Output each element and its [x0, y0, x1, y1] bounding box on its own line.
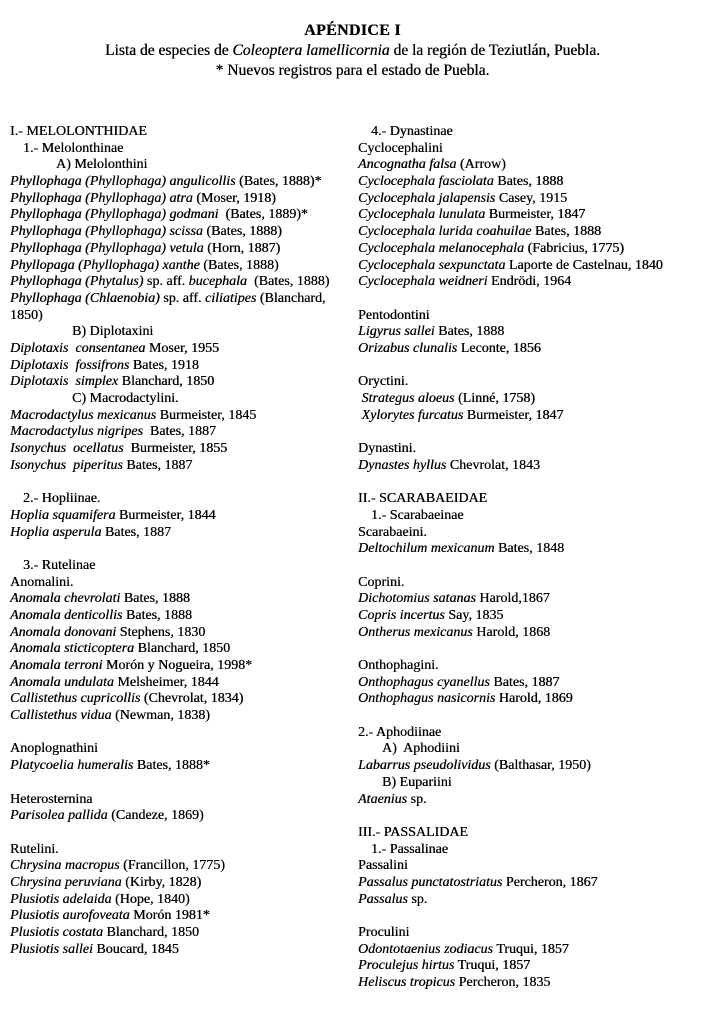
plain-text: A) Aphodiini — [382, 741, 460, 757]
taxon-name: Plusiotis aurofoveata — [10, 908, 130, 924]
line-tribe — [10, 741, 358, 758]
line-species — [10, 408, 358, 425]
line-blank — [358, 424, 705, 441]
taxon-name: Ligyrus sallei — [358, 324, 435, 340]
taxon-name: ciliatipes — [204, 290, 257, 306]
plain-text: Bates, 1888* — [133, 758, 210, 774]
taxon-name: Diplotaxis consentanea — [10, 340, 146, 356]
line-species — [358, 625, 705, 642]
plain-text: Moser, 1955 — [145, 340, 220, 356]
taxon-name: Labarrus pseudolividus — [358, 758, 491, 774]
line-species — [358, 458, 705, 475]
plain-text: (Bates, 1888) — [202, 224, 282, 240]
plain-text: Casey, 1915 — [495, 190, 568, 206]
taxon-name: Chrysina peruviana — [10, 874, 122, 890]
plain-text: (Kirby, 1828) — [121, 874, 202, 890]
title-block — [0, 0, 705, 81]
line-blank — [10, 474, 358, 491]
line-species — [10, 458, 358, 475]
line-tribe — [10, 575, 358, 592]
line-species — [10, 424, 358, 441]
plain-text: 1.- Scarabaeinae — [371, 507, 464, 523]
plain-text: (Bates, 1889)* — [218, 207, 308, 223]
plain-text: (Hope, 1840) — [111, 891, 190, 907]
line-subfamily — [10, 558, 358, 575]
taxon-name: Anomala undulata — [10, 674, 114, 690]
line-blank — [10, 775, 358, 792]
plain-text: 3.- Rutelinae — [23, 557, 96, 573]
plain-text: Bates, 1888 — [120, 591, 190, 607]
line-species — [10, 608, 358, 625]
taxon-name: Isonychus ocellatus — [10, 441, 124, 457]
line-species — [358, 391, 705, 408]
plain-text: (Candeze, 1869) — [107, 808, 204, 824]
taxon-name: Phyllophaga (Phyllophaga) godmani — [10, 207, 219, 223]
line-tribe — [358, 925, 705, 942]
taxon-name: Anomala terroni — [10, 658, 103, 673]
line-tribe — [358, 525, 705, 542]
taxon-name: Chrysina macropus — [10, 858, 120, 874]
plain-text: Onthophagini. — [358, 658, 439, 673]
line-continuation — [10, 308, 358, 325]
line-blank — [10, 541, 358, 558]
taxon-name: Cyclocephala sexpunctata — [358, 257, 506, 273]
taxon-name: Callistethus vidua — [10, 708, 112, 724]
plain-text: Truqui, 1857 — [492, 941, 569, 957]
line-species — [10, 358, 358, 375]
line-tribe — [10, 157, 358, 174]
line-species — [10, 374, 358, 391]
taxon-name: Phyllophaga (Chlaenobia) — [10, 290, 160, 306]
line-species — [10, 191, 358, 208]
line-tribe — [358, 441, 705, 458]
taxon-name: Copris incertus — [358, 607, 445, 623]
line-subfamily — [358, 842, 705, 859]
line-species — [358, 875, 705, 892]
plain-text: (Francillon, 1775) — [119, 858, 225, 874]
line-species — [10, 892, 358, 909]
line-species — [10, 525, 358, 542]
line-tribe — [358, 775, 705, 792]
line-species — [10, 274, 358, 291]
plain-text: Bates, 1888 — [531, 224, 602, 240]
plain-text: Blanchard, 1850 — [134, 641, 231, 657]
plain-text: B) Eupariini — [382, 774, 452, 790]
line-blank — [358, 908, 705, 925]
plain-text: Scarabaeini. — [358, 524, 427, 540]
line-species — [358, 224, 705, 241]
line-tribe — [358, 141, 705, 158]
taxon-name: Plusiotis costata — [10, 925, 103, 940]
plain-text: Burmeister, 1847 — [463, 407, 564, 423]
new-records-note: * Nuevos registros para el estado de Puebla. — [215, 62, 490, 79]
line-species — [358, 408, 705, 425]
plain-text: Passalini — [358, 858, 408, 874]
plain-text: Rutelini. — [10, 841, 59, 857]
taxon-name: Phyllophaga (Phyllophaga) atra — [10, 190, 193, 206]
line-species — [358, 541, 705, 558]
plain-text: (Blanchard, — [256, 290, 326, 306]
taxon-name: Dynastes hyllus — [358, 457, 447, 473]
plain-text: Bates, 1888 — [493, 174, 564, 190]
line-subfamily — [358, 725, 705, 742]
plain-text: Blanchard, 1850 — [118, 374, 215, 390]
line-tribe — [358, 575, 705, 592]
line-species — [10, 908, 358, 925]
taxon-name: Cyclocephala melanocephala — [358, 240, 525, 256]
plain-text: Pentodontini — [358, 307, 430, 323]
plain-text: Bates, 1888 — [434, 324, 505, 340]
taxon-name: Plusiotis adelaida — [10, 891, 112, 907]
line-species — [10, 658, 358, 675]
plain-text: Stephens, 1830 — [116, 624, 206, 640]
line-species — [358, 157, 705, 174]
line-species — [358, 675, 705, 692]
plain-text: III.- PASSALIDAE — [358, 824, 468, 840]
taxon-name: Phyllophaga (Phyllophaga) angulicollis — [10, 174, 236, 190]
plain-text: A) Melolonthini — [56, 157, 148, 173]
line-subfamily — [358, 124, 705, 141]
plain-text: (Arrow) — [456, 157, 506, 173]
plain-text: Coprini. — [358, 574, 405, 590]
plain-text: Bates, 1887 — [142, 424, 216, 440]
line-species — [10, 341, 358, 358]
line-subfamily — [358, 508, 705, 525]
line-species — [358, 274, 705, 291]
plain-text: 4.- Dynastinae — [371, 124, 453, 139]
plain-text: 1.- Passalinae — [371, 841, 448, 857]
line-species — [10, 224, 358, 241]
line-species — [10, 808, 358, 825]
line-family — [358, 825, 705, 842]
plain-text: Bates, 1848 — [494, 541, 565, 557]
taxon-name: Ataenius — [358, 791, 407, 807]
plain-text: Percheron, 1835 — [455, 975, 551, 991]
taxon-name: Passalus punctatostriatus — [358, 874, 503, 890]
plain-text: Laporte de Castelnau, 1840 — [505, 257, 663, 273]
plain-text: sp. aff. — [143, 274, 189, 290]
taxon-name: Ancognatha falsa — [358, 157, 457, 173]
page-title: APÉNDICE I — [304, 22, 401, 39]
plain-text: (Fabricius, 1775) — [524, 240, 624, 256]
line-species — [10, 241, 358, 258]
line-species — [10, 942, 358, 959]
taxon-name: Onthophagus nasicornis — [358, 691, 496, 707]
line-species — [10, 508, 358, 525]
plain-text: (Newman, 1838) — [111, 708, 210, 724]
plain-text: Bates, 1888 — [122, 607, 192, 623]
line-species — [10, 925, 358, 942]
line-species — [10, 858, 358, 875]
taxon-name: Cyclocephala fasciolata — [358, 174, 494, 190]
plain-text: C) Macrodactylini. — [72, 391, 179, 406]
subtitle-text: Lista de especies de — [105, 42, 233, 59]
right-column — [358, 124, 705, 992]
taxon-name: Parisolea pallida — [10, 808, 108, 824]
plain-text: Bates, 1887 — [489, 674, 560, 690]
taxon-name: Cyclocephala lunulata — [358, 207, 486, 223]
left-column — [0, 124, 358, 992]
subtitle — [0, 41, 705, 61]
line-species — [10, 207, 358, 224]
plain-text: sp. — [407, 791, 427, 807]
plain-text: B) Diplotaxini — [72, 324, 154, 340]
line-blank — [358, 558, 705, 575]
plain-text: Oryctini. — [358, 374, 409, 390]
line-blank — [358, 641, 705, 658]
line-species — [10, 174, 358, 191]
line-tribe — [10, 324, 358, 341]
line-species — [10, 675, 358, 692]
taxon-name: Phyllophaga (Phyllophaga) scissa — [10, 224, 203, 240]
line-species — [358, 691, 705, 708]
line-tribe — [10, 391, 358, 408]
line-tribe — [358, 858, 705, 875]
taxon-name: Onthophagus cyanellus — [358, 674, 490, 690]
line-tribe — [358, 658, 705, 675]
taxon-name: bucephala — [188, 274, 247, 290]
plain-text: I.- MELOLONTHIDAE — [10, 124, 147, 139]
plain-text: Cyclocephalini — [358, 140, 443, 156]
line-species — [10, 441, 358, 458]
taxon-name: Anomala donovani — [10, 624, 117, 640]
plain-text: Chevrolat, 1843 — [446, 457, 540, 473]
plain-text: (Balthasar, 1950) — [490, 758, 591, 774]
line-family — [358, 491, 705, 508]
plain-text: Heterosternina — [10, 791, 93, 807]
line-species — [10, 875, 358, 892]
plain-text: Burmeister, 1855 — [123, 441, 228, 457]
line-species — [10, 625, 358, 642]
line-tribe — [358, 374, 705, 391]
line-species — [358, 758, 705, 775]
line-species — [358, 241, 705, 258]
line-species — [10, 291, 358, 308]
taxon-name: Cyclocephala jalapensis — [358, 190, 496, 206]
line-tribe — [10, 842, 358, 859]
taxon-name: Isonychus piperitus — [10, 457, 123, 473]
taxon-name: Hoplia asperula — [10, 524, 102, 540]
line-blank — [358, 474, 705, 491]
plain-text: sp. — [407, 891, 428, 907]
line-species — [10, 691, 358, 708]
line-species — [358, 207, 705, 224]
line-tribe — [10, 792, 358, 809]
plain-text: Bates, 1918 — [129, 357, 199, 373]
plain-text: Morón 1981* — [129, 908, 210, 924]
line-subfamily — [10, 141, 358, 158]
line-blank — [10, 825, 358, 842]
taxon-name: Strategus aloeus — [358, 391, 455, 406]
taxon-name: Hoplia squamifera — [10, 507, 116, 523]
plain-text: 1.- Melolonthinae — [23, 140, 124, 156]
line-subfamily — [10, 491, 358, 508]
line-species — [358, 591, 705, 608]
plain-text: (Bates, 1888) — [199, 257, 279, 273]
line-species — [10, 758, 358, 775]
taxon-name: Macrodactylus mexicanus — [10, 407, 157, 423]
line-species — [358, 258, 705, 275]
taxon-name: Odontotaenius zodiacus — [358, 941, 493, 957]
plain-text: Harold, 1868 — [472, 624, 551, 640]
taxon-name: Heliscus tropicus — [358, 975, 456, 991]
plain-text: Burmeister, 1844 — [115, 507, 216, 523]
plain-text: (Moser, 1918) — [192, 190, 276, 206]
line-species — [358, 892, 705, 909]
subtitle-italic-text: Coleoptera lamellicornia — [232, 42, 390, 59]
taxon-name: Platycoelia humeralis — [10, 758, 134, 774]
taxon-name: Phyllophaga (Phyllophaga) vetula — [10, 240, 204, 256]
plain-text: Harold, 1869 — [495, 691, 573, 707]
plain-text: Boucard, 1845 — [92, 941, 179, 957]
taxon-name: Macrodactylus nigripes — [10, 424, 143, 440]
plain-text: (Bates, 1888) — [246, 274, 330, 290]
taxon-name: Xylorytes furcatus — [358, 407, 464, 423]
taxon-name: Ontherus mexicanus — [358, 624, 473, 640]
plain-text: Melsheimer, 1844 — [113, 674, 219, 690]
plain-text: 2.- Aphodiinae — [358, 724, 442, 740]
plain-text: (Horn, 1887) — [203, 240, 281, 256]
line-family — [10, 124, 358, 141]
line-tribe — [358, 741, 705, 758]
line-blank — [358, 291, 705, 308]
plain-text: (Bates, 1888)* — [235, 174, 322, 190]
line-species — [358, 958, 705, 975]
line-species — [358, 174, 705, 191]
plain-text: sp. aff. — [159, 290, 205, 306]
plain-text: Anoplognathini — [10, 741, 98, 757]
taxon-name: Callistethus cupricollis — [10, 691, 141, 707]
line-species — [358, 942, 705, 959]
plain-text: Say, 1835 — [444, 607, 504, 623]
line-species — [358, 341, 705, 358]
plain-text: Harold,1867 — [475, 591, 550, 607]
plain-text: (Chevrolat, 1834) — [140, 691, 244, 707]
taxon-name: Diplotaxis fossifrons — [10, 357, 130, 373]
plain-text: 1850) — [10, 307, 43, 323]
taxon-name: Dichotomius satanas — [358, 591, 476, 607]
line-species — [10, 258, 358, 275]
line-species — [358, 792, 705, 809]
taxon-name: Anomala denticollis — [10, 607, 123, 623]
taxon-name: Deltochilum mexicanum — [358, 541, 495, 557]
line-species — [358, 324, 705, 341]
plain-text: Morón y Nogueira, 1998* — [102, 658, 253, 673]
plain-text: Bates, 1887 — [101, 524, 171, 540]
plain-text: Blanchard, 1850 — [102, 925, 199, 940]
taxon-name: Cyclocephala weidneri — [358, 274, 488, 290]
line-species — [10, 708, 358, 725]
taxon-name: Passalus — [358, 891, 408, 907]
line-species — [10, 641, 358, 658]
line-blank — [10, 725, 358, 742]
plain-text: Leconte, 1856 — [457, 340, 541, 356]
plain-text: Endrödi, 1964 — [487, 274, 572, 290]
taxon-name: Diplotaxis simplex — [10, 374, 119, 390]
taxon-name: Anomala sticticoptera — [10, 641, 135, 657]
plain-text: Bates, 1887 — [122, 457, 193, 473]
line-species — [358, 191, 705, 208]
taxon-name: Phyllopaga (Phyllophaga) xanthe — [10, 257, 200, 273]
line-blank — [358, 358, 705, 375]
taxon-name: Phyllophaga (Phytalus) — [10, 274, 144, 290]
plain-text: II.- SCARABAEIDAE — [358, 491, 488, 507]
line-species — [10, 591, 358, 608]
line-blank — [358, 708, 705, 725]
taxon-name: Orizabus clunalis — [358, 340, 458, 356]
subtitle-text: de la región de Teziutlán, Puebla. — [389, 42, 600, 59]
taxon-name: Anomala chevrolati — [10, 591, 121, 607]
plain-text: Dynastini. — [358, 441, 416, 457]
plain-text: Truqui, 1857 — [454, 958, 531, 974]
taxon-name: Cyclocephala lurida coahuilae — [358, 224, 532, 240]
plain-text: 2.- Hopliinae. — [23, 491, 101, 507]
taxon-name: Plusiotis sallei — [10, 941, 93, 957]
line-species — [358, 975, 705, 992]
plain-text: Burmeister, 1845 — [156, 407, 257, 423]
plain-text: (Linné, 1758) — [454, 391, 535, 406]
species-list — [0, 124, 705, 992]
plain-text: Proculini — [358, 925, 410, 940]
plain-text: Percheron, 1867 — [502, 874, 598, 890]
taxon-name: Proculejus hirtus — [358, 958, 455, 974]
line-tribe — [358, 308, 705, 325]
plain-text: Anomalini. — [10, 574, 74, 590]
plain-text: Burmeister, 1847 — [485, 207, 586, 223]
line-species — [358, 608, 705, 625]
line-blank — [358, 808, 705, 825]
